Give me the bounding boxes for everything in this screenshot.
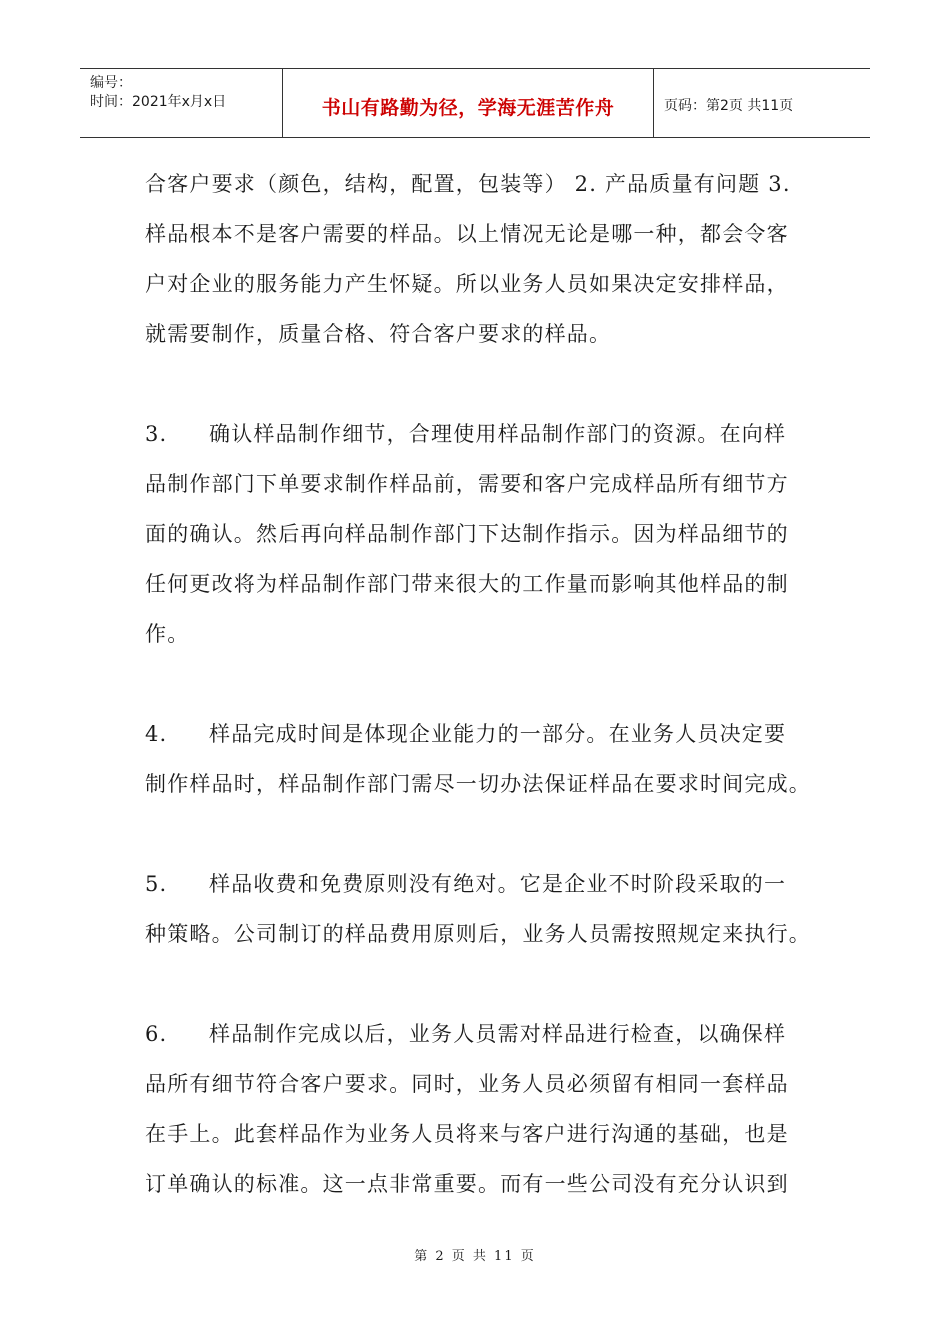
header-meta-cell <box>80 69 283 137</box>
text-line: 户对企业的服务能力产生怀疑。所以业务人员如果决定安排样品， <box>145 272 789 296</box>
document-body <box>145 166 811 1216</box>
header-motto: 书山有路勤为径，学海无涯苦作舟 <box>321 97 615 119</box>
text-line-content: 样品收费和免费原则没有绝对。它是企业不时阶段采取的一 <box>209 872 787 896</box>
document-time-label: 时间：2021年x月x日 <box>90 94 227 110</box>
text-line: 订单确认的标准。这一点非常重要。而有一些公司没有充分认识到 <box>145 1172 789 1196</box>
text-line: 在手上。此套样品作为业务人员将来与客户进行沟通的基础，也是 <box>145 1122 789 1146</box>
paragraph-item-5 <box>145 866 811 966</box>
document-number-label: 编号： <box>90 75 132 91</box>
text-line <box>145 416 807 466</box>
paragraph-item-4 <box>145 716 811 816</box>
paragraph-continuation <box>145 166 807 366</box>
text-line <box>145 1016 807 1066</box>
paragraph-item-6 <box>145 1016 807 1216</box>
document-header <box>80 68 870 138</box>
header-page-cell <box>654 69 870 137</box>
header-page-info: 页码：第2页 共11页 <box>664 98 794 114</box>
text-line: 品所有细节符合客户要求。同时，业务人员必须留有相同一套样品 <box>145 1072 789 1096</box>
text-line: 样品根本不是客户需要的样品。以上情况无论是哪一种，都会令客 <box>145 222 789 246</box>
text-line: 品制作部门下单要求制作样品前，需要和客户完成样品所有细节方 <box>145 472 789 496</box>
text-line: 合客户要求（颜色，结构，配置，包装等） 2. 产品质量有问题 3. <box>145 172 791 196</box>
text-line: 作。 <box>145 622 190 646</box>
list-number: 3. <box>145 422 168 446</box>
list-number: 6. <box>145 1022 168 1046</box>
text-line-content: 样品完成时间是体现企业能力的一部分。在业务人员决定要 <box>209 722 787 746</box>
text-line: 制作样品时，样品制作部门需尽一切办法保证样品在要求时间完成。 <box>145 772 811 796</box>
text-line <box>145 866 807 916</box>
text-line-content: 样品制作完成以后，业务人员需对样品进行检查，以确保样 <box>209 1022 787 1046</box>
text-line-content: 确认样品制作细节，合理使用样品制作部门的资源。在向样 <box>209 422 787 446</box>
text-line: 任何更改将为样品制作部门带来很大的工作量而影响其他样品的制 <box>145 572 789 596</box>
list-number: 5. <box>145 872 168 896</box>
text-line: 面的确认。然后再向样品制作部门下达制作指示。因为样品细节的 <box>145 522 789 546</box>
paragraph-item-3 <box>145 416 807 666</box>
header-motto-cell <box>283 69 654 137</box>
page-footer: 第 2 页 共 11 页 <box>414 1249 536 1264</box>
text-line: 种策略。公司制订的样品费用原则后，业务人员需按照规定来执行。 <box>145 922 811 946</box>
list-number: 4. <box>145 722 168 746</box>
text-line <box>145 716 807 766</box>
text-line: 就需要制作，质量合格、符合客户要求的样品。 <box>145 322 612 346</box>
